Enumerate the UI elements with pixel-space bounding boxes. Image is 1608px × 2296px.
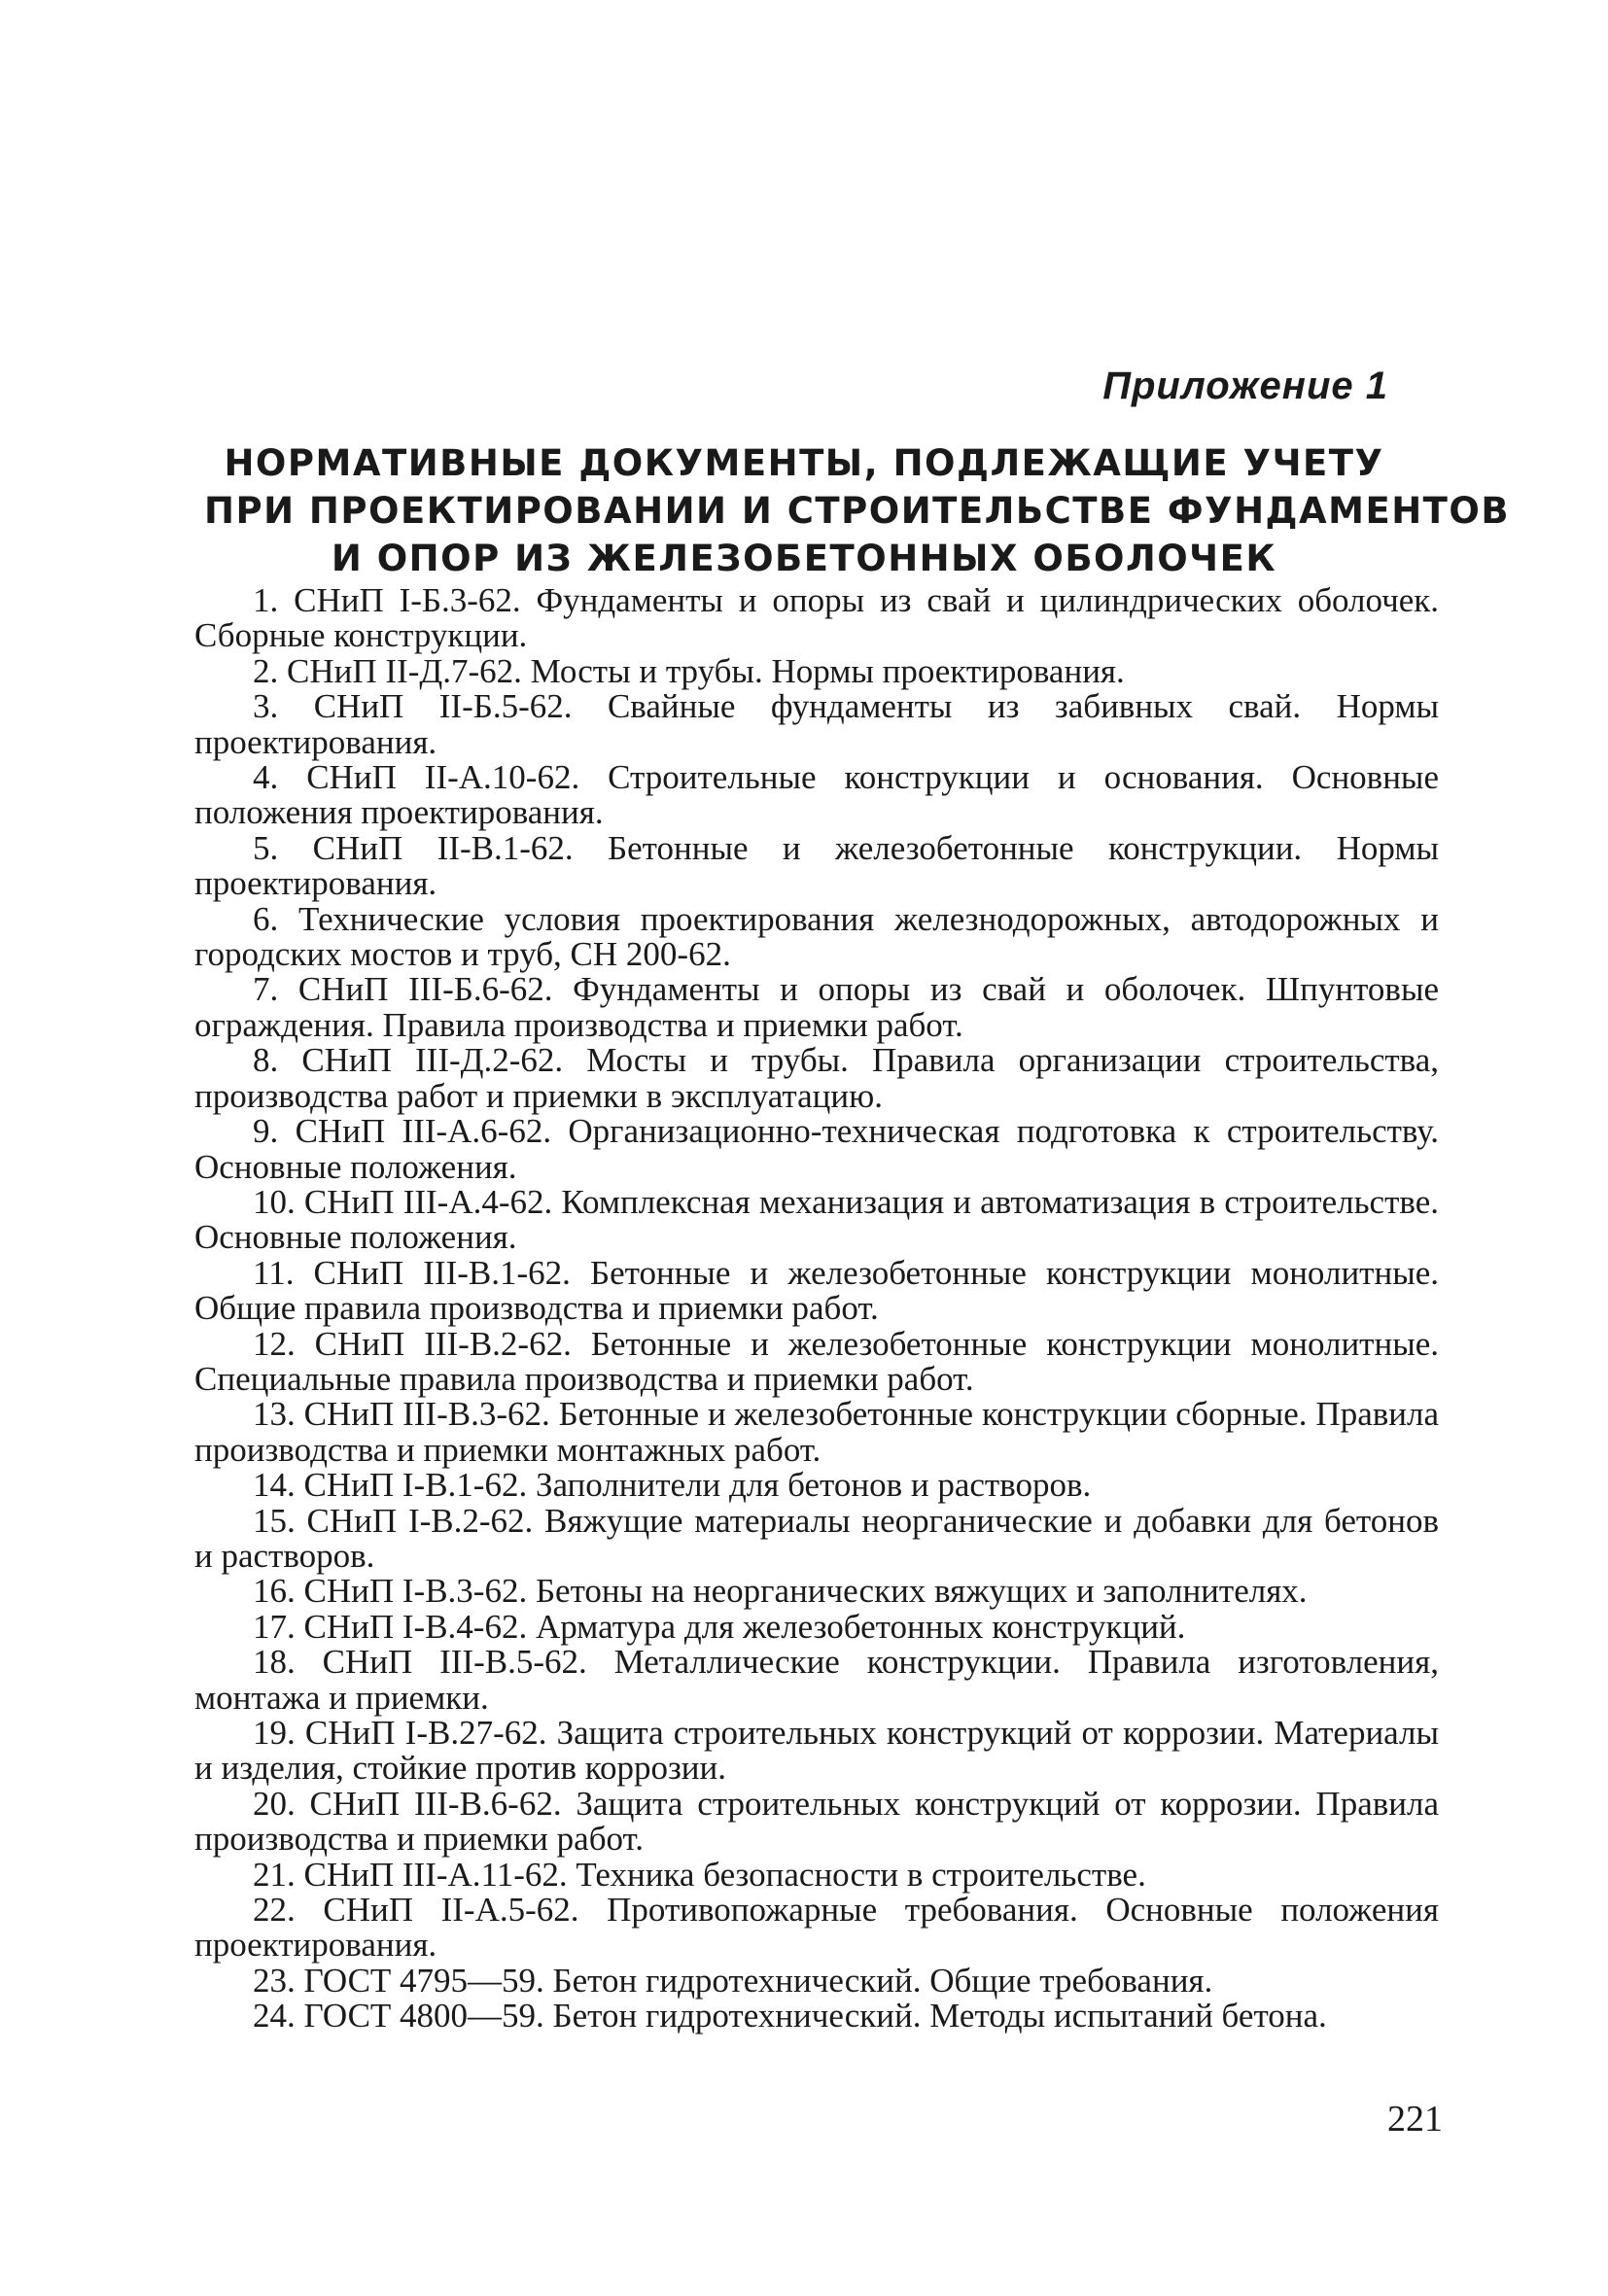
list-item: 23. ГОСТ 4795—59. Бетон гидротехнический. Общие требования. <box>253 1961 1213 2000</box>
list-item: 22. СНиП II-А.5-62. Противопожарные требования. Основные положения проектирования. <box>194 1891 1439 1965</box>
title-line: И ОПОР ИЗ ЖЕЛЕЗОБЕТОННЫХ ОБОЛОЧЕК <box>331 538 1277 579</box>
list-item: 12. СНиП III-В.2-62. Бетонные и железобетонные конструкции монолитные. Специальные правила производства и приемки работ. <box>194 1324 1439 1398</box>
page-number: 221 <box>1387 2099 1443 2139</box>
list-item: 24. ГОСТ 4800—59. Бетон гидротехнический. Методы испытаний бетона. <box>253 1997 1327 2035</box>
list-item: 5. СНиП II-В.1-62. Бетонные и железобетонные конструкции. Нормы проектирования. <box>194 828 1439 903</box>
list-item: 13. СНиП III-В.3-62. Бетонные и железобетонные конструкции сборные. Правила производства и приемки монтажных работ. <box>194 1395 1439 1469</box>
list-item: 2. СНиП II-Д.7-62. Мосты и трубы. Нормы проектирования. <box>253 651 1125 690</box>
list-item: 17. СНиП I-В.4-62. Арматура для железобетонных конструкций. <box>253 1607 1186 1646</box>
list-item: 20. СНиП III-В.6-62. Защита строительных конструкций от коррозии. Правила производства и приемки работ. <box>194 1784 1439 1859</box>
list-item: 4. СНиП II-А.10-62. Строительные конструкции и основания. Основные положения проектирования. <box>194 758 1439 832</box>
list-item: 16. СНиП I-В.3-62. Бетоны на неорганических вяжущих и заполнителях. <box>253 1572 1308 1611</box>
list-item: 18. СНиП III-В.5-62. Металлические конструкции. Правила изготовления, монтажа и приемки. <box>194 1643 1439 1717</box>
list-item: 19. СНиП I-В.27-62. Защита строительных конструкций от коррозии. Материалы и изделия, стойкие против коррозии. <box>194 1714 1439 1788</box>
list-item: 21. СНиП III-А.11-62. Техника безопасности в строительстве. <box>253 1855 1146 1894</box>
appendix-label: Приложение 1 <box>1102 365 1388 407</box>
list-item: 15. СНиП I-В.2-62. Вяжущие материалы неорганические и добавки для бетонов и растворов. <box>194 1501 1439 1575</box>
documents-list <box>194 583 1439 2035</box>
page-title <box>204 439 1511 582</box>
list-item: 6. Технические условия проектирования железнодорожных, автодорожных и городских мостов и труб, СН 200-62. <box>194 899 1439 974</box>
list-item: 8. СНиП III-Д.2-62. Мосты и трубы. Правила организации строительства, производства работ и приемки в эксплуатацию. <box>194 1041 1439 1115</box>
list-item: 10. СНиП III-А.4-62. Комплексная механизация и автоматизация в строительстве. Основные положения. <box>194 1182 1439 1257</box>
list-item: 1. СНиП I-Б.3-62. Фундаменты и опоры из свай и цилиндрических оболочек. Сборные конструкции. <box>194 581 1439 655</box>
title-line: ПРИ ПРОЕКТИРОВАНИИ И СТРОИТЕЛЬСТВЕ ФУНДАМЕНТОВ <box>204 490 1511 532</box>
list-item: 11. СНиП III-В.1-62. Бетонные и железобетонные конструкции монолитные. Общие правила производства и приемки работ. <box>194 1253 1439 1328</box>
list-item: 14. СНиП I-В.1-62. Заполнители для бетонов и растворов. <box>253 1466 1092 1505</box>
list-item: 7. СНиП III-Б.6-62. Фундаменты и опоры из свай и оболочек. Шпунтовые ограждения. Правила производства и приемки работ. <box>194 970 1439 1044</box>
title-line: НОРМАТИВНЫЕ ДОКУМЕНТЫ, ПОДЛЕЖАЩИЕ УЧЕТУ <box>224 442 1384 484</box>
list-item: 9. СНиП III-А.6-62. Организационно-техническая подготовка к строительству. Основные положения. <box>194 1112 1439 1186</box>
list-item: 3. СНиП II-Б.5-62. Свайные фундаменты из забивных свай. Нормы проектирования. <box>194 687 1439 761</box>
